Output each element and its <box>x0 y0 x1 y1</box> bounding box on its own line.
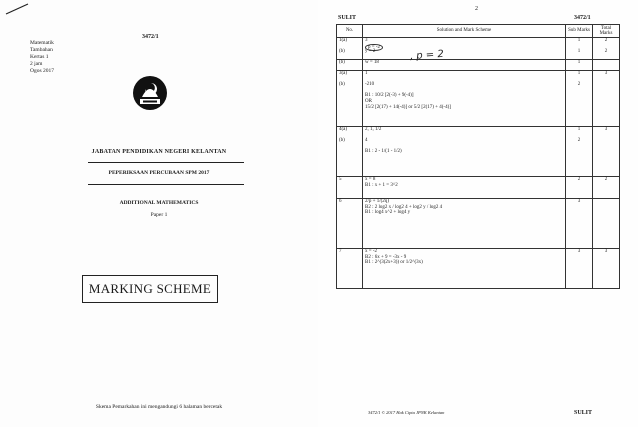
row-total-marks <box>593 199 620 249</box>
cell-line <box>595 60 617 66</box>
cell-line: 1 <box>577 127 581 132</box>
page-count-note: Skema Pemarkahan ini mengandungi 6 halaman bercetak <box>95 404 223 410</box>
meta-line: 2 jam <box>30 61 43 67</box>
meta-line: Ogos 2017 <box>30 68 54 74</box>
cell-line: B2 : 6x + 9 = -3x - 9 <box>365 254 407 260</box>
cell-line: 1 <box>577 38 581 43</box>
cell-line: x = -2 <box>365 249 377 254</box>
cell-line: 2 <box>604 38 608 43</box>
cell-line <box>568 260 590 266</box>
row-sub-marks <box>566 71 593 127</box>
cell-line: 15/2 [2(17) + 14(-4)] or 5/2 [2(17) + 4(-4)] <box>365 104 451 110</box>
row-solution <box>363 71 566 127</box>
cell-line <box>568 105 590 111</box>
row-sub-marks <box>566 177 593 199</box>
state-education-crest-icon <box>132 75 168 111</box>
row-number <box>337 38 363 60</box>
paper-label: Paper 1 <box>150 212 168 218</box>
cell-line <box>568 183 590 189</box>
row-solution <box>363 199 566 249</box>
cell-line: B1 : 2 - 1/(1 - 1/2) <box>365 149 402 155</box>
cell-line: 3 <box>604 71 608 76</box>
cell-line <box>595 105 617 111</box>
cell-line: 3 <box>604 249 608 254</box>
table-header-row <box>337 25 620 38</box>
header-solution: Solution and Mark Scheme <box>363 25 566 38</box>
row-number <box>337 71 363 127</box>
cell-line <box>595 149 617 155</box>
cell-line: 1(a) <box>339 38 348 43</box>
cell-line: 3 <box>604 127 608 132</box>
cell-line: B1 : 10/2 [2(-3) + 9(-4)] <box>365 93 414 99</box>
cell-line <box>568 210 590 216</box>
cell-line <box>595 210 617 216</box>
paper-code: 3472/1 <box>142 34 159 40</box>
row-total-marks <box>593 38 620 60</box>
paper-code: 3472/1 <box>574 15 591 21</box>
cell-line: 3(a) <box>339 71 348 76</box>
row-sub-marks <box>566 38 593 60</box>
header-sub-marks: Sub Marks <box>566 25 593 38</box>
cell-line: 7 <box>339 249 342 254</box>
cell-line: 3 <box>365 38 368 43</box>
cell-line <box>339 210 360 216</box>
sulit-footer: SULIT <box>574 410 593 416</box>
cell-line: 2 <box>577 138 581 144</box>
cell-line <box>339 183 360 189</box>
copyright-footer: 3472/1 © 2017 Hak Cipta JPNK Kelantan <box>368 410 445 415</box>
row-sub-marks <box>566 60 593 71</box>
cell-line: 2 <box>604 177 608 182</box>
row-solution <box>363 177 566 199</box>
table-row <box>337 177 620 199</box>
cell-line: (b) <box>339 138 345 144</box>
row-number <box>337 60 363 71</box>
cell-line <box>568 149 590 155</box>
paper-meta <box>30 40 54 75</box>
pen-stroke-icon <box>4 2 30 16</box>
cell-line: y = 2 <box>365 49 376 55</box>
row-number <box>337 249 363 289</box>
row-sub-marks <box>566 199 593 249</box>
cell-line: 1 <box>577 71 581 76</box>
cell-line: B1 : log4 x^2 + log4 y <box>365 210 411 216</box>
meta-line: Kertas 1 <box>30 54 49 60</box>
row-number <box>337 127 363 177</box>
cell-line: -210 <box>365 82 375 88</box>
cell-line <box>339 105 360 111</box>
table-row <box>337 249 620 289</box>
cell-line: B1 : x + 1 = 3^2 <box>365 182 398 188</box>
cell-line: 2/p + 1/(2q) <box>365 199 389 204</box>
header-total-marks: Total Marks <box>593 25 620 38</box>
meta-line: Tambahan <box>30 47 53 53</box>
row-solution <box>363 127 566 177</box>
row-sub-marks <box>566 127 593 177</box>
cell-line: w = 18 <box>365 60 379 65</box>
cell-line: B1 : 2^(3(2x+3)) or 1/2^(3x) <box>365 260 423 266</box>
cell-line: B2 : 2 log2 x / log2 4 + log2 y / log2 4 <box>365 204 443 210</box>
row-number <box>337 177 363 199</box>
cell-line: 5 <box>339 177 342 182</box>
header-no: No. <box>337 25 363 38</box>
cell-line: (b) <box>339 49 345 55</box>
cell-line: 2, 1, 1/2 <box>365 127 382 132</box>
marking-scheme-table <box>336 24 620 289</box>
row-total-marks <box>593 60 620 71</box>
divider <box>88 184 244 185</box>
cell-line <box>339 260 360 266</box>
circled-answer: p = -2 <box>365 44 383 52</box>
row-solution <box>363 249 566 289</box>
row-total-marks <box>593 127 620 177</box>
table-row <box>337 38 620 60</box>
cell-line: 2 <box>577 177 581 182</box>
row-total-marks <box>593 177 620 199</box>
row-solution <box>363 60 566 71</box>
row-sub-marks <box>566 249 593 289</box>
row-total-marks <box>593 71 620 127</box>
cell-line: 4 <box>365 138 368 144</box>
cell-line: 6 <box>339 199 342 204</box>
marking-scheme-title: MARKING SCHEME <box>88 281 212 296</box>
cell-line <box>595 260 617 266</box>
cell-line: 1 <box>365 71 368 76</box>
cell-line <box>339 149 360 155</box>
table-body <box>337 38 620 289</box>
cell-line <box>595 183 617 189</box>
page-number: 2 <box>475 6 478 12</box>
cell-line: 4(a) <box>339 127 348 132</box>
cell-line: 2 <box>577 82 581 88</box>
cell-line: 2 <box>604 49 608 55</box>
table-row <box>337 127 620 177</box>
row-total-marks <box>593 249 620 289</box>
cell-line: 1 <box>577 49 581 55</box>
cell-line: (b) <box>339 82 345 88</box>
cell-line: x = 8 <box>365 177 376 182</box>
table-row <box>337 60 620 71</box>
cell-line: (b) <box>339 60 345 65</box>
handwritten-note: , p = 2 <box>409 48 445 63</box>
marking-scheme-box <box>82 275 218 303</box>
cell-line: 1 <box>577 60 581 65</box>
row-number <box>337 199 363 249</box>
cell-line: 3 <box>577 249 581 254</box>
table-row <box>337 71 620 127</box>
cover-page <box>0 0 318 427</box>
subject-title: ADDITIONAL MATHEMATICS <box>119 200 199 206</box>
cell-line: OR <box>365 98 372 104</box>
exam-title: PEPERIKSAAN PERCUBAAN SPM 2017 <box>108 170 210 176</box>
department-title: JABATAN PENDIDIKAN NEGERI KELANTAN <box>91 149 227 155</box>
table-row <box>337 199 620 249</box>
divider <box>88 162 244 163</box>
scheme-page <box>318 0 638 427</box>
cell-line: 3 <box>577 199 581 204</box>
meta-line: Matematik <box>30 40 54 46</box>
sulit-label: SULIT <box>338 15 357 21</box>
